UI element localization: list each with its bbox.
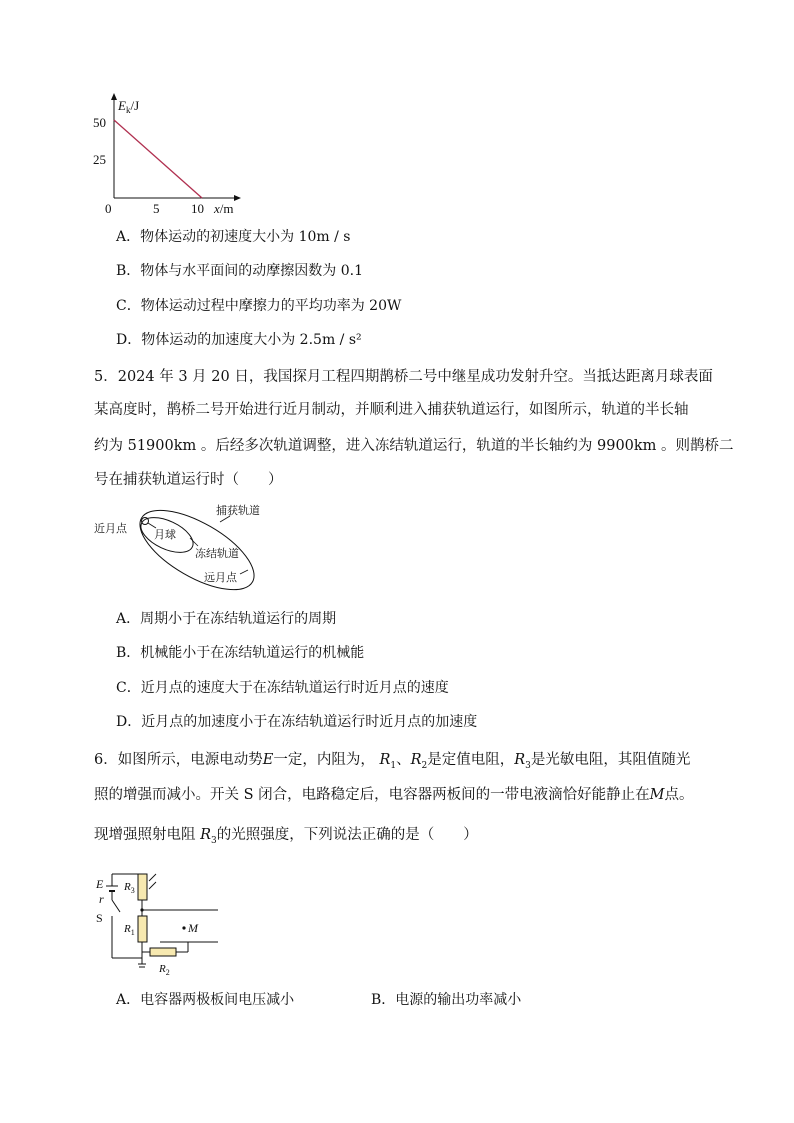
apolune-label: 远月点 bbox=[204, 572, 237, 584]
q5-line-1: 5．2024 年 3 月 20 日，我国探月工程四期鹊桥二号中继星成功发射升空。当抵达距离月球表面 bbox=[94, 369, 713, 385]
q6-line-3: 现增强照射电阻 $R_3$的光照强度，下列说法正确的是（ ） bbox=[94, 827, 478, 846]
moon-leader bbox=[148, 523, 156, 528]
q5-option-d: D．近月点的加速度小于在冻结轨道运行时近月点的加速度 bbox=[116, 714, 478, 730]
label-r3: $R_3$ bbox=[124, 881, 135, 895]
x-tick-10: 10 bbox=[191, 201, 204, 216]
q5-line-2: 某高度时，鹊桥二号开始进行近月制动，并顺利进入捕获轨道运行，如图所示，轨道的半长轴 bbox=[94, 402, 689, 418]
y-axis-label: $E_k/J$ bbox=[118, 98, 140, 115]
switch-blade bbox=[112, 900, 120, 912]
r1-resistor bbox=[138, 916, 147, 942]
label-s: S bbox=[96, 911, 103, 925]
label-r2: $R_2$ bbox=[159, 963, 170, 977]
q4-option-d: D．物体运动的加速度大小为 2.5m / s² bbox=[116, 332, 362, 348]
ek-x-graph bbox=[88, 92, 258, 222]
q5-line-3: 约为 51900km 。后经多次轨道调整，进入冻结轨道运行，轨道的半长轴约为 9900km 。则鹊桥二 bbox=[94, 438, 734, 454]
label-r: r bbox=[99, 892, 104, 906]
orbit-figure bbox=[92, 502, 272, 602]
droplet-m bbox=[182, 926, 185, 929]
frozen-orbit-label: 冻结轨道 bbox=[195, 548, 239, 560]
moon-label: 月球 bbox=[154, 529, 176, 541]
r3-resistor bbox=[138, 874, 147, 900]
light-arrow-2 bbox=[149, 882, 156, 889]
q5-option-a: A．周期小于在冻结轨道运行的周期 bbox=[116, 611, 337, 627]
x-tick-5: 5 bbox=[153, 201, 160, 216]
ek-series-line bbox=[114, 120, 202, 198]
label-m: M bbox=[188, 921, 198, 935]
r2-resistor bbox=[150, 948, 176, 956]
q6-option-a: A．电容器两极板间电压减小 bbox=[116, 992, 295, 1008]
capture-orbit-label: 捕获轨道 bbox=[216, 505, 260, 517]
label-r1: $R_1$ bbox=[124, 923, 135, 937]
x-tick-0: 0 bbox=[105, 201, 112, 216]
y-tick-50: 50 bbox=[93, 115, 106, 130]
q5-option-c: C．近月点的速度大于在冻结轨道运行时近月点的速度 bbox=[116, 680, 449, 696]
circuit-svg bbox=[92, 866, 232, 976]
q5-line-4: 号在捕获轨道运行时（ ） bbox=[94, 472, 283, 488]
label-e: E bbox=[96, 877, 104, 891]
q4-option-c: C．物体运动过程中摩擦力的平均功率为 20W bbox=[116, 298, 402, 314]
perilune-label: 近月点 bbox=[94, 523, 127, 535]
light-arrow-1 bbox=[149, 874, 156, 881]
frozen-orbit-leader bbox=[190, 538, 198, 546]
q4-option-a: A．物体运动的初速度大小为 10m / s bbox=[116, 229, 351, 245]
y-tick-25: 25 bbox=[93, 152, 106, 167]
orbit-svg bbox=[92, 502, 272, 602]
x-axis-label: x/m bbox=[214, 201, 234, 216]
q6-option-b: B．电源的输出功率减小 bbox=[371, 992, 522, 1008]
q6-line-1: 6．如图所示，电源电动势E一定，内阻为， $R_1$、$R_2$是定值电阻，$R_3$是光敏电阻，其阻值随光 bbox=[94, 752, 691, 771]
ek-x-chart-svg bbox=[88, 92, 258, 222]
q4-option-b: B．物体与水平面间的动摩擦因数为 0.1 bbox=[116, 263, 364, 279]
q5-option-b: B．机械能小于在冻结轨道运行的机械能 bbox=[116, 645, 365, 661]
circuit-figure bbox=[92, 866, 232, 976]
apolune-leader bbox=[240, 570, 248, 574]
q6-line-2: 照的增强而减小。开关 S 闭合，电路稳定后，电容器两板间的一带电液滴恰好能静止在M点。 bbox=[94, 787, 694, 803]
